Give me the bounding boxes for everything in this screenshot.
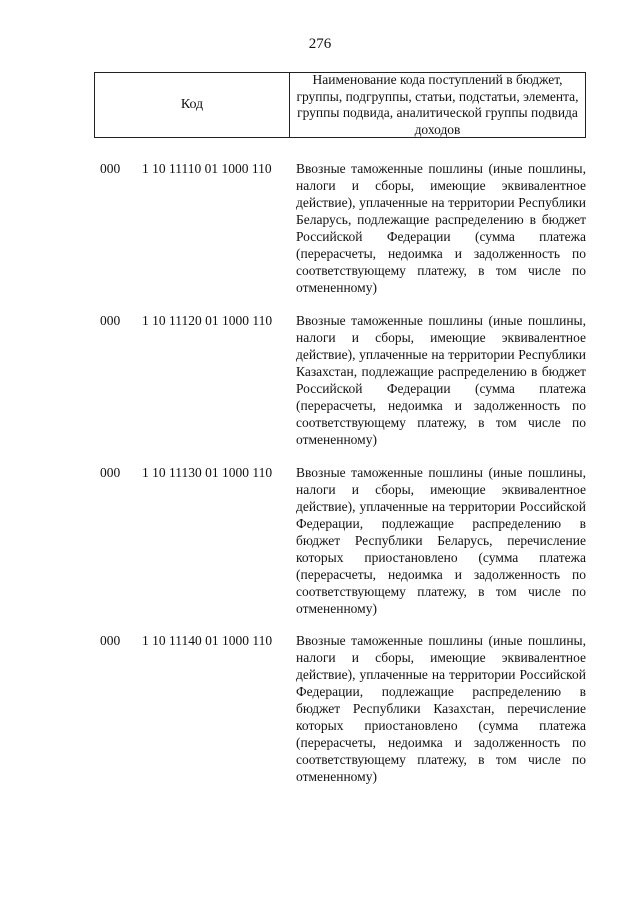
revenue-description: Ввозные таможенные пошлины (иные пошлины, налоги и сборы, имеющие эквивалентное действие), уплаченные на территории Республики Беларусь, подлежащие распределению в бюджет Российской Федерации (сумма платежа (перерасчеты, недоимка и задолженность по соответствующему платежу, в том числе по отмененному) [296, 161, 586, 295]
admin-code: 000 [100, 633, 121, 648]
revenue-code-list [0, 160, 640, 802]
page-number: 276 [308, 36, 332, 52]
revenue-code: 1 10 11120 01 1000 110 [142, 313, 273, 328]
revenue-description: Ввозные таможенные пошлины (иные пошлины, налоги и сборы, имеющие эквивалентное действие), уплаченные на территории Российской Федерации, подлежащие распределению в бюджет Республики Казахстан, перечисление которых приостановлено (сумма платежа (перерасчеты, недоимка и задолженность по соответствующему платежу, в том числе по отмененному) [296, 633, 586, 784]
revenue-description: Ввозные таможенные пошлины (иные пошлины, налоги и сборы, имеющие эквивалентное действие), уплаченные на территории Российской Федерации, подлежащие распределению в бюджет Республики Беларусь, перечисление которых приостановлено (сумма платежа (перерасчеты, недоимка и задолженность по соответствующему платежу, в том числе по отмененному) [296, 465, 586, 616]
header-code-cell: Код [95, 73, 290, 137]
table-row [0, 160, 640, 312]
admin-code: 000 [100, 313, 121, 328]
revenue-description: Ввозные таможенные пошлины (иные пошлины, налоги и сборы, имеющие эквивалентное действие), уплаченные на территории Республики Казахстан, подлежащие распределению в бюджет Российской Федерации (сумма платежа (перерасчеты, недоимка и задолженность по соответствующему платежу, в том числе по отмененному) [296, 313, 586, 447]
revenue-code: 1 10 11110 01 1000 110 [142, 161, 272, 176]
table-row [0, 464, 640, 632]
header-table [94, 72, 586, 138]
revenue-code: 1 10 11130 01 1000 110 [142, 465, 273, 480]
table-row [0, 312, 640, 464]
header-name-cell: Наименование кода поступлений в бюджет, группы, подгруппы, статьи, подстатьи, элемента, группы подвида, аналитической группы подвида доходов [296, 72, 579, 137]
admin-code: 000 [100, 161, 121, 176]
revenue-code: 1 10 11140 01 1000 110 [142, 633, 273, 648]
admin-code: 000 [100, 465, 121, 480]
table-row [0, 632, 640, 802]
